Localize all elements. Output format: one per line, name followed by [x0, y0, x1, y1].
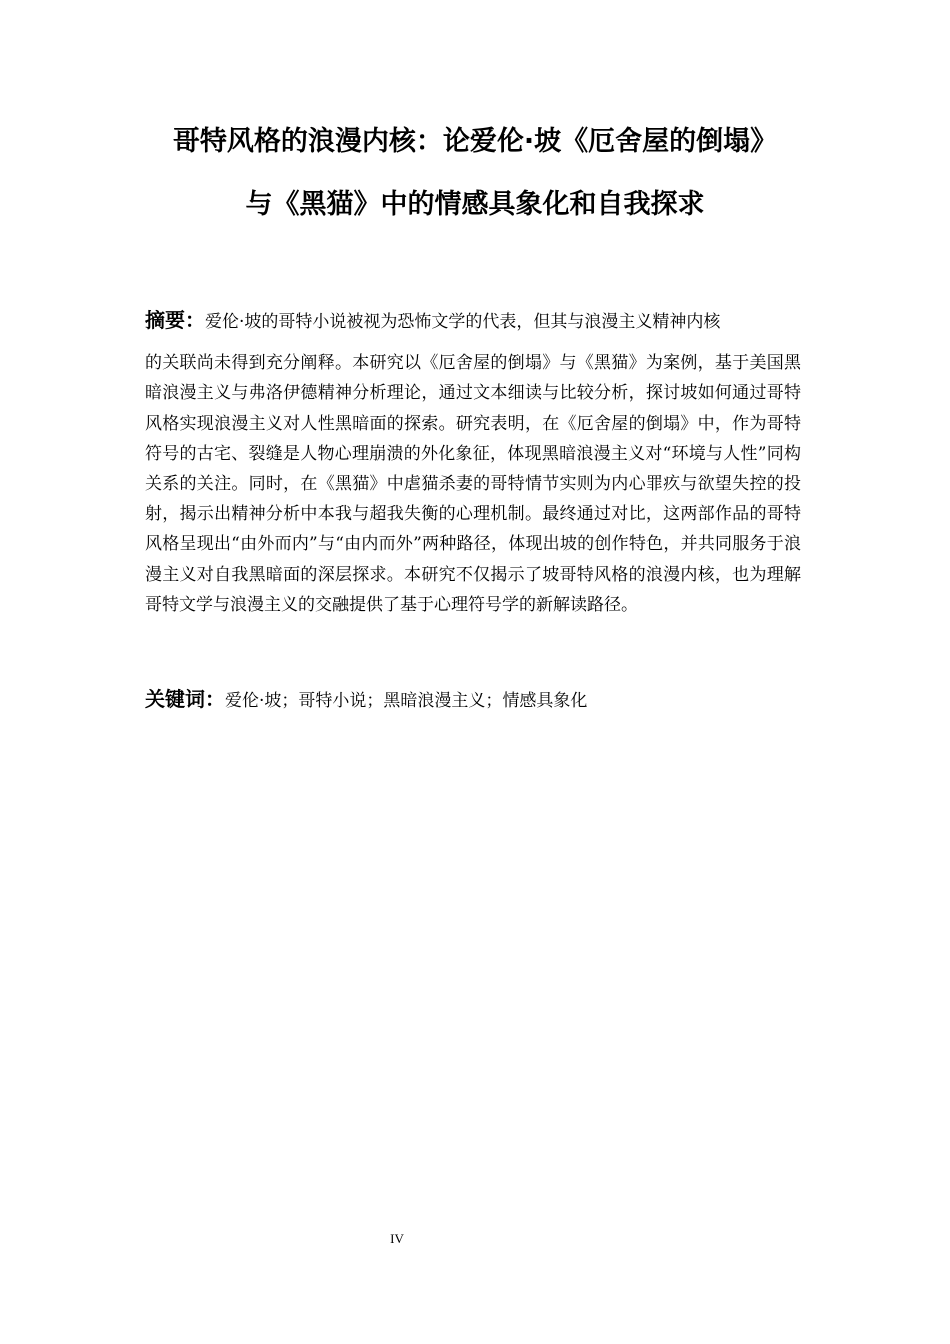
- abstract-section: [145, 305, 801, 620]
- keywords-label: 关键词：: [145, 687, 225, 711]
- page-number: IV: [390, 1231, 404, 1246]
- abstract-first-line-text: 爱伦·坡的哥特小说被视为恐怖文学的代表，但其与浪漫主义精神内核: [205, 312, 721, 332]
- paper-title-line-1: 哥特风格的浪漫内核：论爱伦·坡《厄舍屋的倒塌》: [172, 126, 778, 157]
- abstract-first-line: [145, 305, 801, 337]
- paper-title-line-2: 与《黑猫》中的情感具象化和自我探求: [245, 189, 705, 220]
- abstract-body: 的关联尚未得到充分阐释。本研究以《厄舍屋的倒塌》与《黑猫》为案例，基于美国黑暗浪漫主义与弗洛伊德精神分析理论，通过文本细读与比较分析，探讨坡如何通过哥特风格实现浪漫主义对人性黑暗面的探索。研究表明，在《厄舍屋的倒塌》中，作为哥特符号的古宅、裂缝是人物心理崩溃的外化象征，体现黑暗浪漫主义对“环境与人性”同构关系的关注。同时，在《黑猫》中虐猫杀妻的哥特情节实则为内心罪疚与欲望失控的投射，揭示出精神分析中本我与超我失衡的心理机制。最终通过对比，这两部作品的哥特风格呈现出“由外而内”与“由内而外”两种路径，体现出坡的创作特色，并共同服务于浪漫主义对自我黑暗面的深层探求。本研究不仅揭示了坡哥特风格的浪漫内核，也为理解哥特文学与浪漫主义的交融提供了基于心理符号学的新解读路径。: [145, 353, 801, 615]
- abstract-label: 摘要：: [145, 308, 205, 332]
- keywords-section: [145, 684, 801, 716]
- keywords-text: 爱伦·坡；哥特小说；黑暗浪漫主义；情感具象化: [225, 691, 588, 711]
